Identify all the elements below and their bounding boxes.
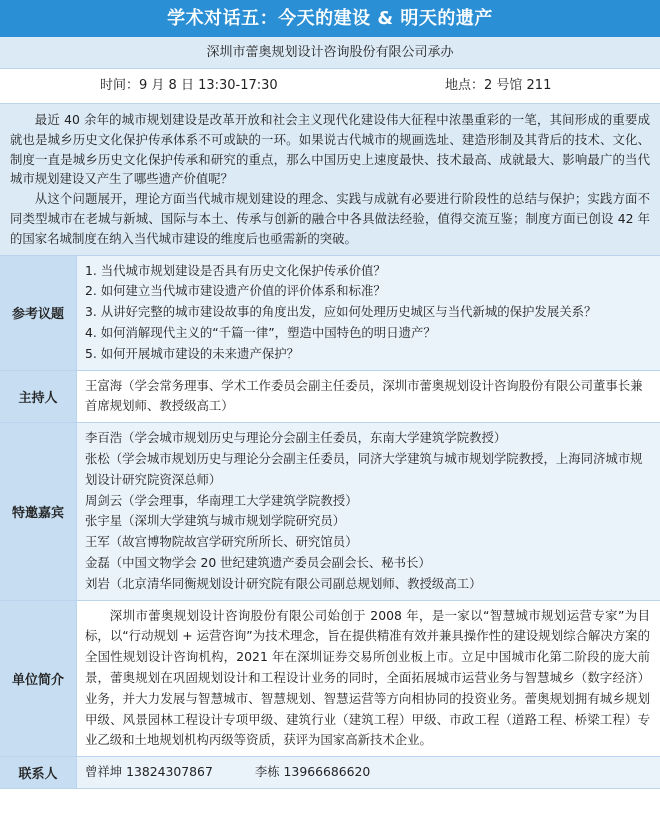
moderator-text: 王富海（学会常务理事、学术工作委员会副主任委员，深圳市蕾奥规划设计咨询股份有限公司董事长兼首席规划师、教授级高工） [77,371,660,423]
guests-row [0,423,660,600]
time-place-row [0,69,660,104]
company-description: 深圳市蕾奥规划设计咨询股份有限公司始创于 2008 年，是一家以“智慧城市规划运营专家”为目标，以“行动规划 + 运营咨询”为技术理念，旨在提供精准有效并兼具操作性的建设规划综合解决方案的全国性规划设计咨询机构，2021 年在深圳证券交易所创业板上市。立足中国城市化第二阶段的庞大前景，蕾奥规划在巩固规划设计和工程设计业务的同时，全面拓展城市运营业务与智慧城乡（数字经济）业务，并大力发展与智慧城市、智慧规划、智慧运营等方向相协同的投资业务。蕾奥规划拥有城乡规划甲级、风景园林工程设计专项甲级、建筑行业（建筑工程）甲级、市政工程（道路工程、桥梁工程）专业乙级和土地规划机构丙级等资质，获评为国家高新技术企业。 [85,607,650,748]
guest-item: 张宇星（深圳大学建筑与城市规划学院研究员） [85,513,346,529]
event-place: 地点：2 号馆 211 [445,78,552,93]
event-time: 时间：9 月 8 日 13:30-17:30 [100,78,278,93]
intro-section [0,104,660,256]
contact-person-2: 李栋 13966686620 [254,764,371,780]
guests-list [77,423,660,599]
page-title: 学术对话五：今天的建设 & 明天的遗产 [0,0,660,37]
guest-item: 周剑云（学会理事，华南理工大学建筑学院教授） [85,492,358,508]
intro-paragraph-1: 最近 40 余年的城市规划建设是改革开放和社会主义现代化建设伟大征程中浓墨重彩的一笔，其间形成的重要成就也是城乡历史文化保护传承体系不可或缺的一环。如果说古代城市的规画选址、建造形制及其背后的技术、文化、制度一直是城乡历史文化保护传承和研究的重点，那么中国历史上速度最快、技术最高、成就最大、影响最广的当代城市规划建设又产生了哪些遗产价值呢？ [10,112,650,187]
contact-person-1: 曾祥坤 13824307867 [85,764,213,780]
topics-list [77,256,660,370]
company-row [0,601,660,758]
contact-label: 联系人 [0,757,77,788]
topic-item: 1. 当代城市规划建设是否具有历史文化保护传承价值？ [85,262,386,278]
guest-item: 王军（故宫博物院故宫学研究所所长、研究馆员） [85,534,358,550]
guest-item: 张松（学会城市规划历史与理论分会副主任委员，同济大学建筑与城市规划学院教授，上海同济城市规划设计研究院资深总师） [85,450,643,487]
topic-item: 3. 从讲好完整的城市建设故事的角度出发，应如何处理历史城区与当代新城的保护发展关系？ [85,304,597,320]
contact-list [77,757,660,788]
topic-item: 2. 如何建立当代城市建设遗产价值的评价体系和标准？ [85,283,386,299]
company-content [77,601,660,757]
company-label: 单位简介 [0,601,77,757]
guest-item: 李百浩（学会城市规划历史与理论分会副主任委员，东南大学建筑学院教授） [85,430,507,446]
topic-item: 5. 如何开展城市建设的未来遗产保护？ [85,345,300,361]
organizer-line: 深圳市蕾奥规划设计咨询股份有限公司承办 [0,37,660,69]
topic-item: 4. 如何消解现代主义的“千篇一律”，塑造中国特色的明日遗产？ [85,324,436,340]
guest-item: 金磊（中国文物学会 20 世纪建筑遗产委员会副会长、秘书长） [85,554,431,570]
topics-label: 参考议题 [0,256,77,370]
moderator-label: 主持人 [0,371,77,423]
guests-label: 特邀嘉宾 [0,423,77,599]
guest-item: 刘岩（北京清华同衡规划设计研究院有限公司副总规划师、教授级高工） [85,575,482,591]
contact-row [0,757,660,789]
intro-paragraph-2: 从这个问题展开，理论方面当代城市规划建设的理念、实践与成就有必要进行阶段性的总结与保护；实践方面不同类型城市在老城与新城、国际与本土、传承与创新的融合中各具做法经验，值得交流互鉴；制度方面已创设 42 年的国家名城制度在纳入当代城市建设的维度后也亟需新的突破。 [10,191,650,246]
moderator-row [0,371,660,424]
topics-row [0,256,660,371]
